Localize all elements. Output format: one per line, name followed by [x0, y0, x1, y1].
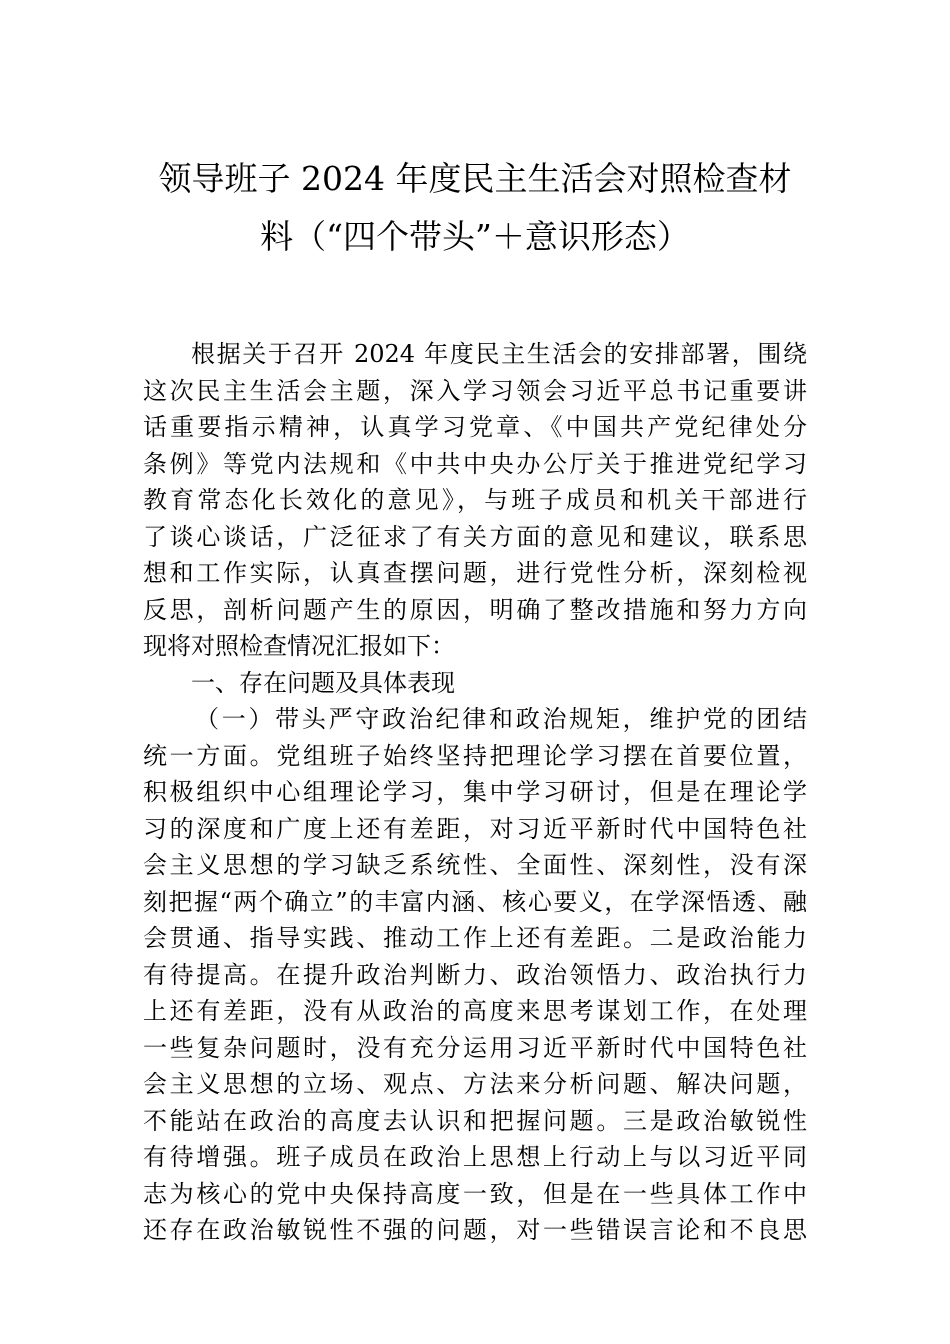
intro-paragraph-line: 条例》等党内法规和《中共中央办公厅关于推进党纪学习 — [143, 449, 807, 478]
subsection-paragraph-line: 刻把握“两个确立”的丰富内涵、核心要义，在学深悟透、融 — [143, 887, 807, 916]
subsection-paragraph-line: 还存在政治敏锐性不强的问题，对一些错误言论和不良思 — [143, 1216, 807, 1244]
intro-paragraph-line: 了谈心谈话，广泛征求了有关方面的意见和建议，联系思 — [143, 522, 807, 551]
subsection-paragraph-line: 志为核心的党中央保持高度一致，但是在一些具体工作中 — [143, 1179, 807, 1208]
intro-paragraph-line: 教育常态化长效化的意见》，与班子成员和机关干部进行 — [143, 486, 807, 514]
intro-paragraph-line: 话重要指示精神，认真学习党章、《中国共产党纪律处分 — [143, 413, 807, 441]
subsection-paragraph-line: 会主义思想的立场、观点、方法来分析问题、解决问题， — [143, 1070, 807, 1098]
subsection-paragraph-line: 会主义思想的学习缺乏系统性、全面性、深刻性，没有深 — [143, 851, 807, 879]
intro-paragraph-line: 这次民主生活会主题，深入学习领会习近平总书记重要讲 — [143, 376, 807, 405]
subsection-paragraph-line: 习的深度和广度上还有差距，对习近平新时代中国特色社 — [143, 814, 807, 843]
subsection-paragraph-line: 会贯通、指导实践、推动工作上还有差距。二是政治能力 — [143, 924, 807, 952]
subsection-paragraph-line: 有待增强。班子成员在政治上思想上行动上与以习近平同 — [143, 1143, 807, 1171]
intro-paragraph-line: 想和工作实际，认真查摆问题，进行党性分析，深刻检视 — [143, 559, 807, 587]
document-body — [143, 336, 807, 1249]
subsection-paragraph-line: 上还有差距，没有从政治的高度来思考谋划工作，在处理 — [143, 997, 807, 1025]
title-line-1: 领导班子 2024 年度民主生活会对照检查材 — [158, 159, 792, 198]
subsection-paragraph-line: 有待提高。在提升政治判断力、政治领悟力、政治执行力 — [143, 960, 807, 989]
subsection-paragraph-line: 一些复杂问题时，没有充分运用习近平新时代中国特色社 — [143, 1033, 807, 1062]
document-title — [143, 150, 807, 266]
section-heading: 一、存在问题及具体表现 — [191, 668, 455, 697]
subsection-paragraph-line: 统一方面。党组班子始终坚持把理论学习摆在首要位置， — [143, 741, 807, 770]
subsection-paragraph-line: 积极组织中心组理论学习，集中学习研讨，但是在理论学 — [143, 778, 807, 806]
subsection-paragraph-line: 不能站在政治的高度去认识和把握问题。三是政治敏锐性 — [143, 1106, 807, 1135]
subsection-paragraph-line: （一）带头严守政治纪律和政治规矩，维护党的团结 — [195, 705, 807, 733]
intro-paragraph-line: 根据关于召开 2024 年度民主生活会的安排部署，围绕 — [191, 340, 807, 368]
intro-paragraph-line: 反思，剖析问题产生的原因，明确了整改措施和努力方向 — [143, 595, 807, 624]
intro-paragraph-line: 现将对照检查情况汇报如下： — [143, 632, 455, 660]
title-line-2: 料（“四个带头”＋意识形态） — [260, 217, 690, 256]
